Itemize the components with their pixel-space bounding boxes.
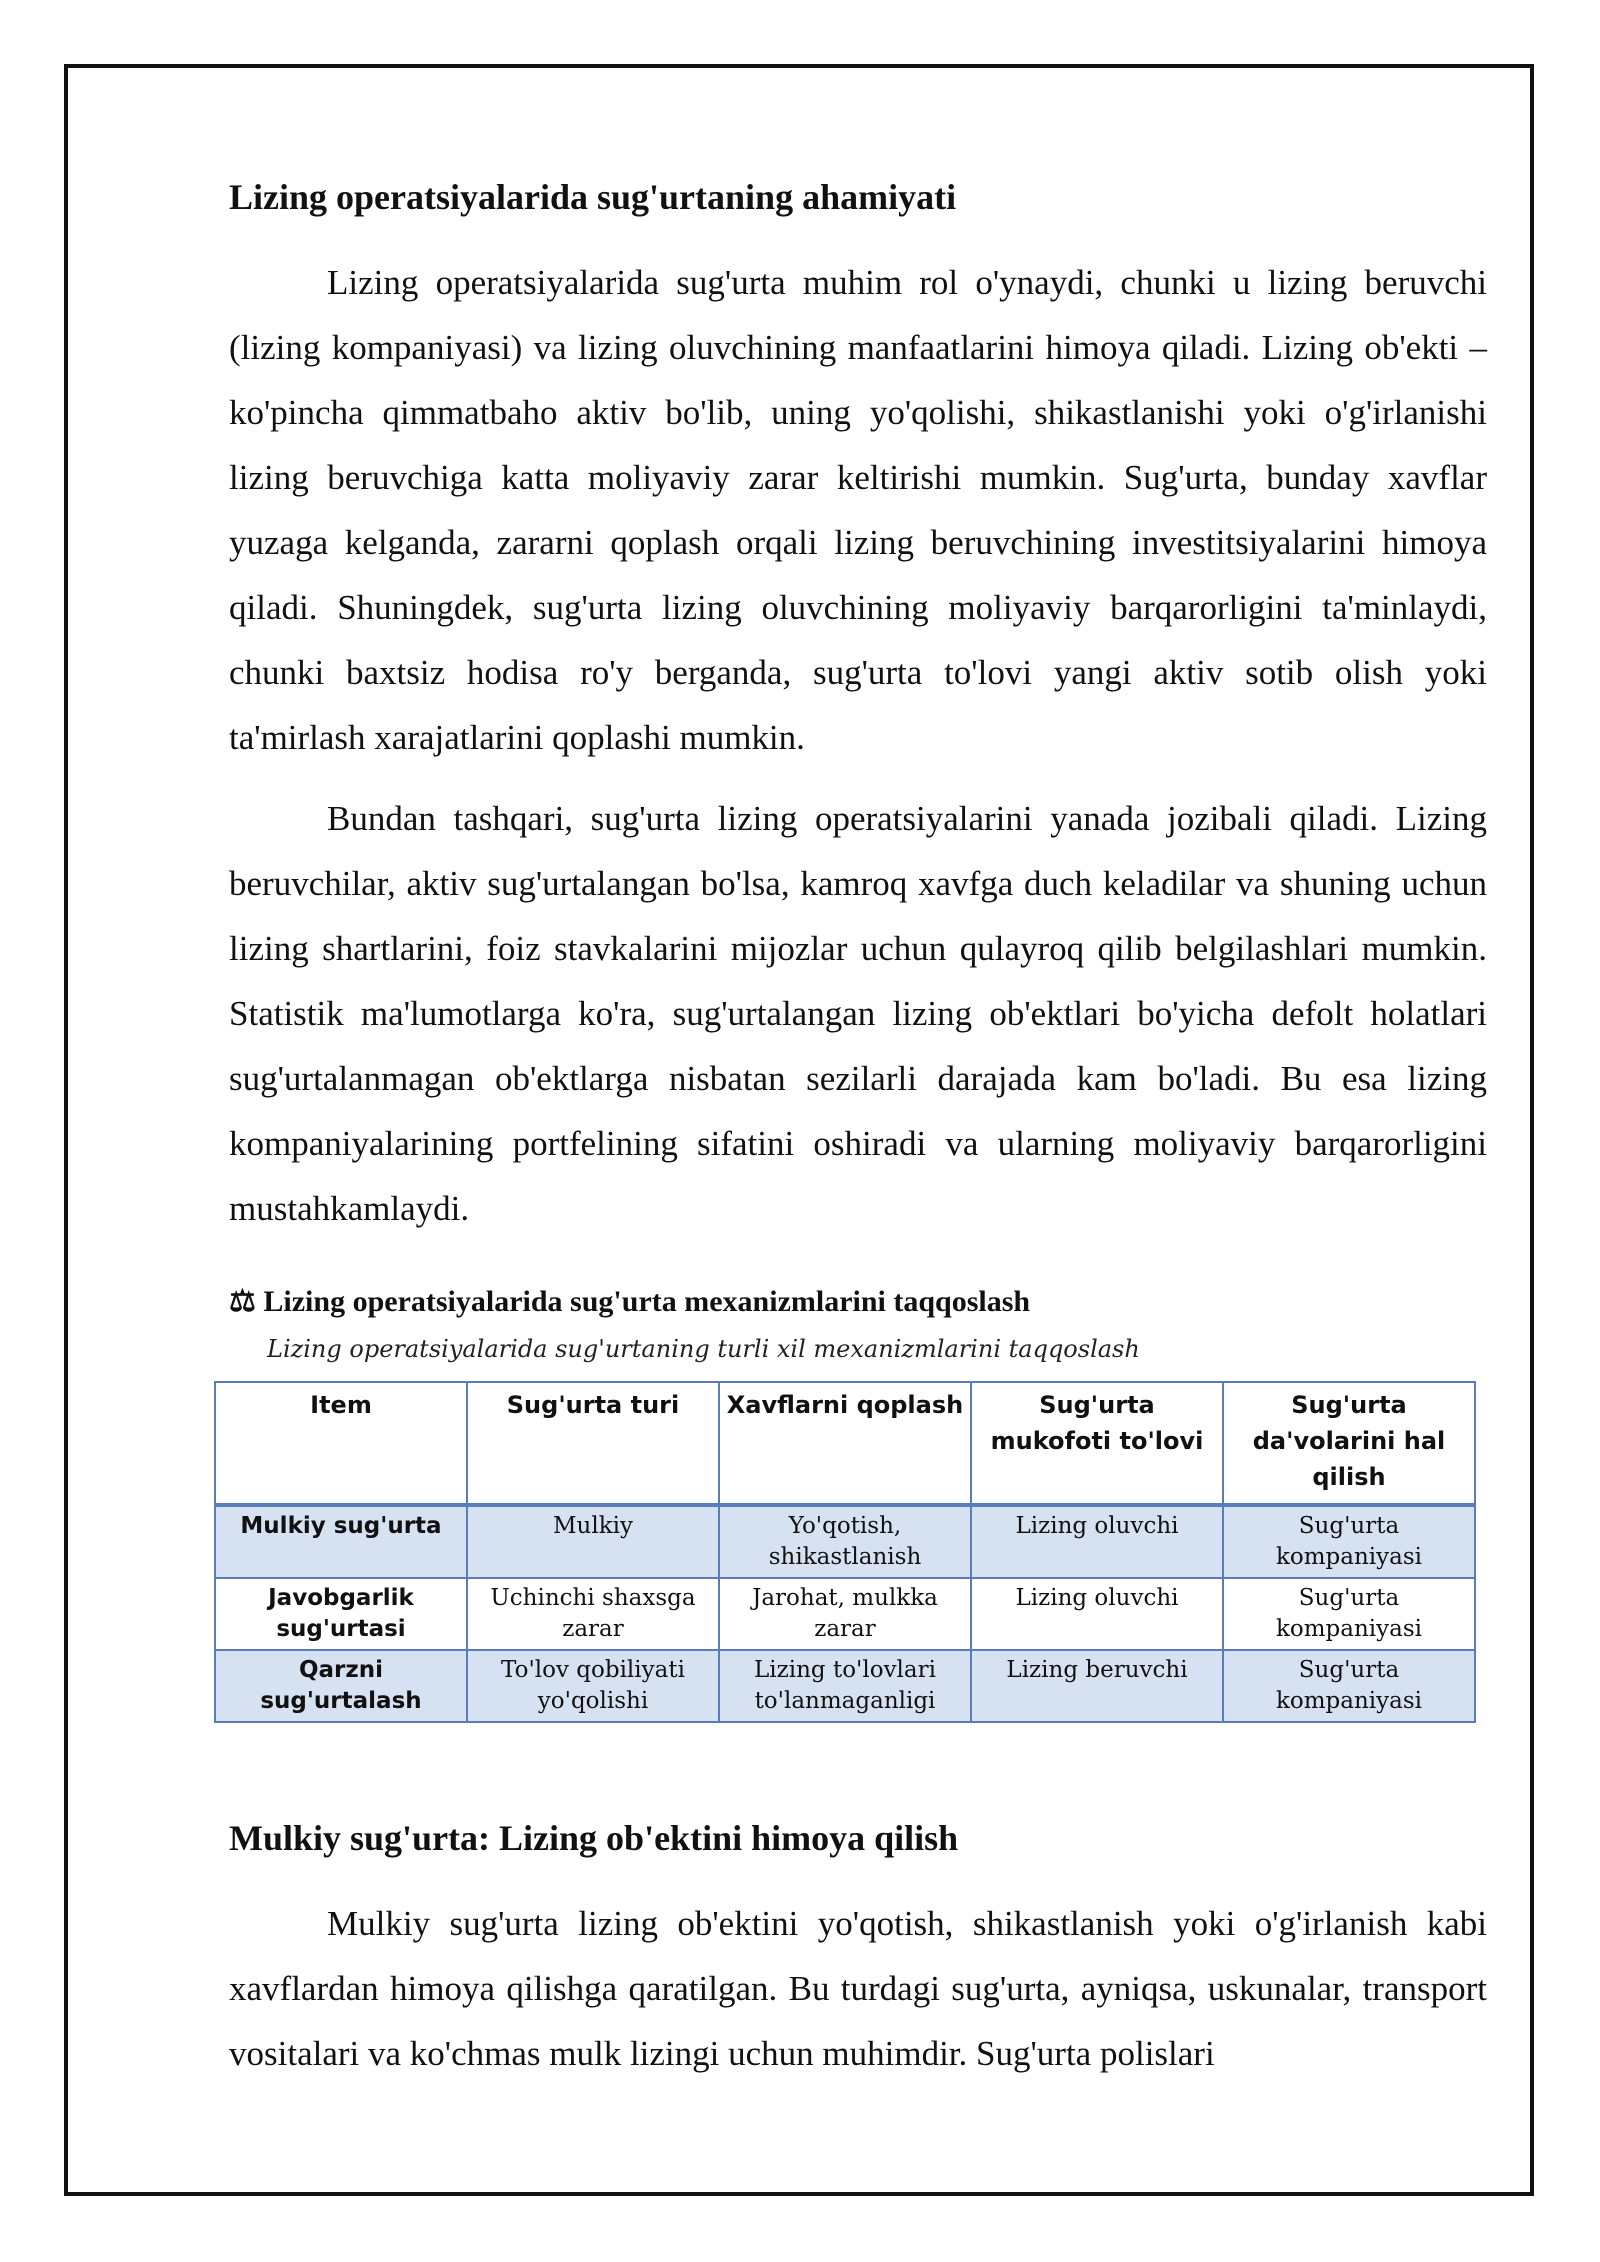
table-cell: To'lov qobiliyati yo'qolishi <box>467 1650 719 1722</box>
paragraph: Mulkiy sug'urta lizing ob'ektini yo'qotish, shikastlanish yoki o'g'irlanish kabi xavflardan himoya qilishga qaratilgan. Bu turdagi sug'urta, ayniqsa, uskunalar, transport vositalari va ko'chmas mulk lizingi uchun muhimdir. Sug'urta polislari <box>229 1904 1487 2073</box>
table-cell: Lizing oluvchi <box>971 1505 1223 1578</box>
column-header: Sug'urta turi <box>467 1382 719 1505</box>
table-cell: Jarohat, mulkka zarar <box>719 1578 971 1650</box>
table-cell: Lizing beruvchi <box>971 1650 1223 1722</box>
row-header-cell: Mulkiy sug'urta <box>215 1505 467 1578</box>
table-cell: Lizing to'lovlari to'lanmaganligi <box>719 1650 971 1722</box>
section-heading-property-insurance: Mulkiy sug'urta: Lizing ob'ektini himoya qilish <box>229 1818 959 1858</box>
paragraph: Lizing operatsiyalarida sug'urta muhim rol o'ynaydi, chunki u lizing beruvchi (lizing kompaniyasi) va lizing oluvchining manfaatlarini himoya qiladi. Lizing ob'ekti – ko'pincha qimmatbaho aktiv bo'lib, uning yo'qolishi, shikastlanishi yoki o'g'irlanishi lizing beruvchiga katta moliyaviy zarar keltirishi mumkin. Sug'urta, bunday xavflar yuzaga kelganda, zararni qoplash orqali lizing beruvchining investitsiyalarini himoya qiladi. Shuningdek, sug'urta lizing oluvchining moliyaviy barqarorligini ta'minlaydi, chunki baxtsiz hodisa ro'y berganda, sug'urta to'lovi yangi aktiv sotib olish yoki ta'mirlash xarajatlarini qoplashi mumkin. <box>229 263 1487 757</box>
section-heading-insurance-importance: Lizing operatsiyalarida sug'urtaning ahamiyati <box>229 177 957 217</box>
column-header: Sug'urta mukofoti to'lovi <box>971 1382 1223 1505</box>
insurance-comparison-table <box>214 1381 1476 1723</box>
table-header-row <box>215 1382 1475 1505</box>
document-body <box>229 170 1487 2102</box>
table-cell: Uchinchi shaxsga zarar <box>467 1578 719 1650</box>
table-cell: Sug'urta kompaniyasi <box>1223 1650 1475 1722</box>
table-subcaption: Lizing operatsiyalarida sug'urtaning turli xil mexanizmlarini taqqoslash <box>267 1335 1140 1363</box>
column-header: Xavflarni qoplash <box>719 1382 971 1505</box>
paragraph: Bundan tashqari, sug'urta lizing operatsiyalarini yanada jozibali qiladi. Lizing beruvchilar, aktiv sug'urtalangan bo'lsa, kamroq xavfga duch keladilar va shuning uchun lizing shartlarini, foiz stavkalarini mijozlar uchun qulayroq qilib belgilashlari mumkin. Statistik ma'lumotlarga ko'ra, sug'urtalangan lizing ob'ektlari bo'yicha defolt holatlari sug'urtalanmagan ob'ektlarga nisbatan sezilarli darajada kam bo'ladi. Bu esa lizing kompaniyalarining portfelining sifatini oshiradi va ularning moliyaviy barqarorligini mustahkamlaydi. <box>229 799 1487 1228</box>
table-cell: Sug'urta kompaniyasi <box>1223 1578 1475 1650</box>
row-header-cell: Qarzni sug'urtalash <box>215 1650 467 1722</box>
row-header-cell: Javobgarlik sug'urtasi <box>215 1578 467 1650</box>
table-cell: Yo'qotish, shikastlanish <box>719 1505 971 1578</box>
column-header: Sug'urta da'volarini hal qilish <box>1223 1382 1475 1505</box>
table-cell: Sug'urta kompaniyasi <box>1223 1505 1475 1578</box>
table-row <box>215 1505 1475 1578</box>
column-header: Item <box>215 1382 467 1505</box>
table-cell: Lizing oluvchi <box>971 1578 1223 1650</box>
table-cell: Mulkiy <box>467 1505 719 1578</box>
table-row <box>215 1578 1475 1650</box>
table-row <box>215 1650 1475 1722</box>
table-caption: ⚖ Lizing operatsiyalarida sug'urta mexanizmlarini taqqoslash <box>229 1285 1031 1318</box>
